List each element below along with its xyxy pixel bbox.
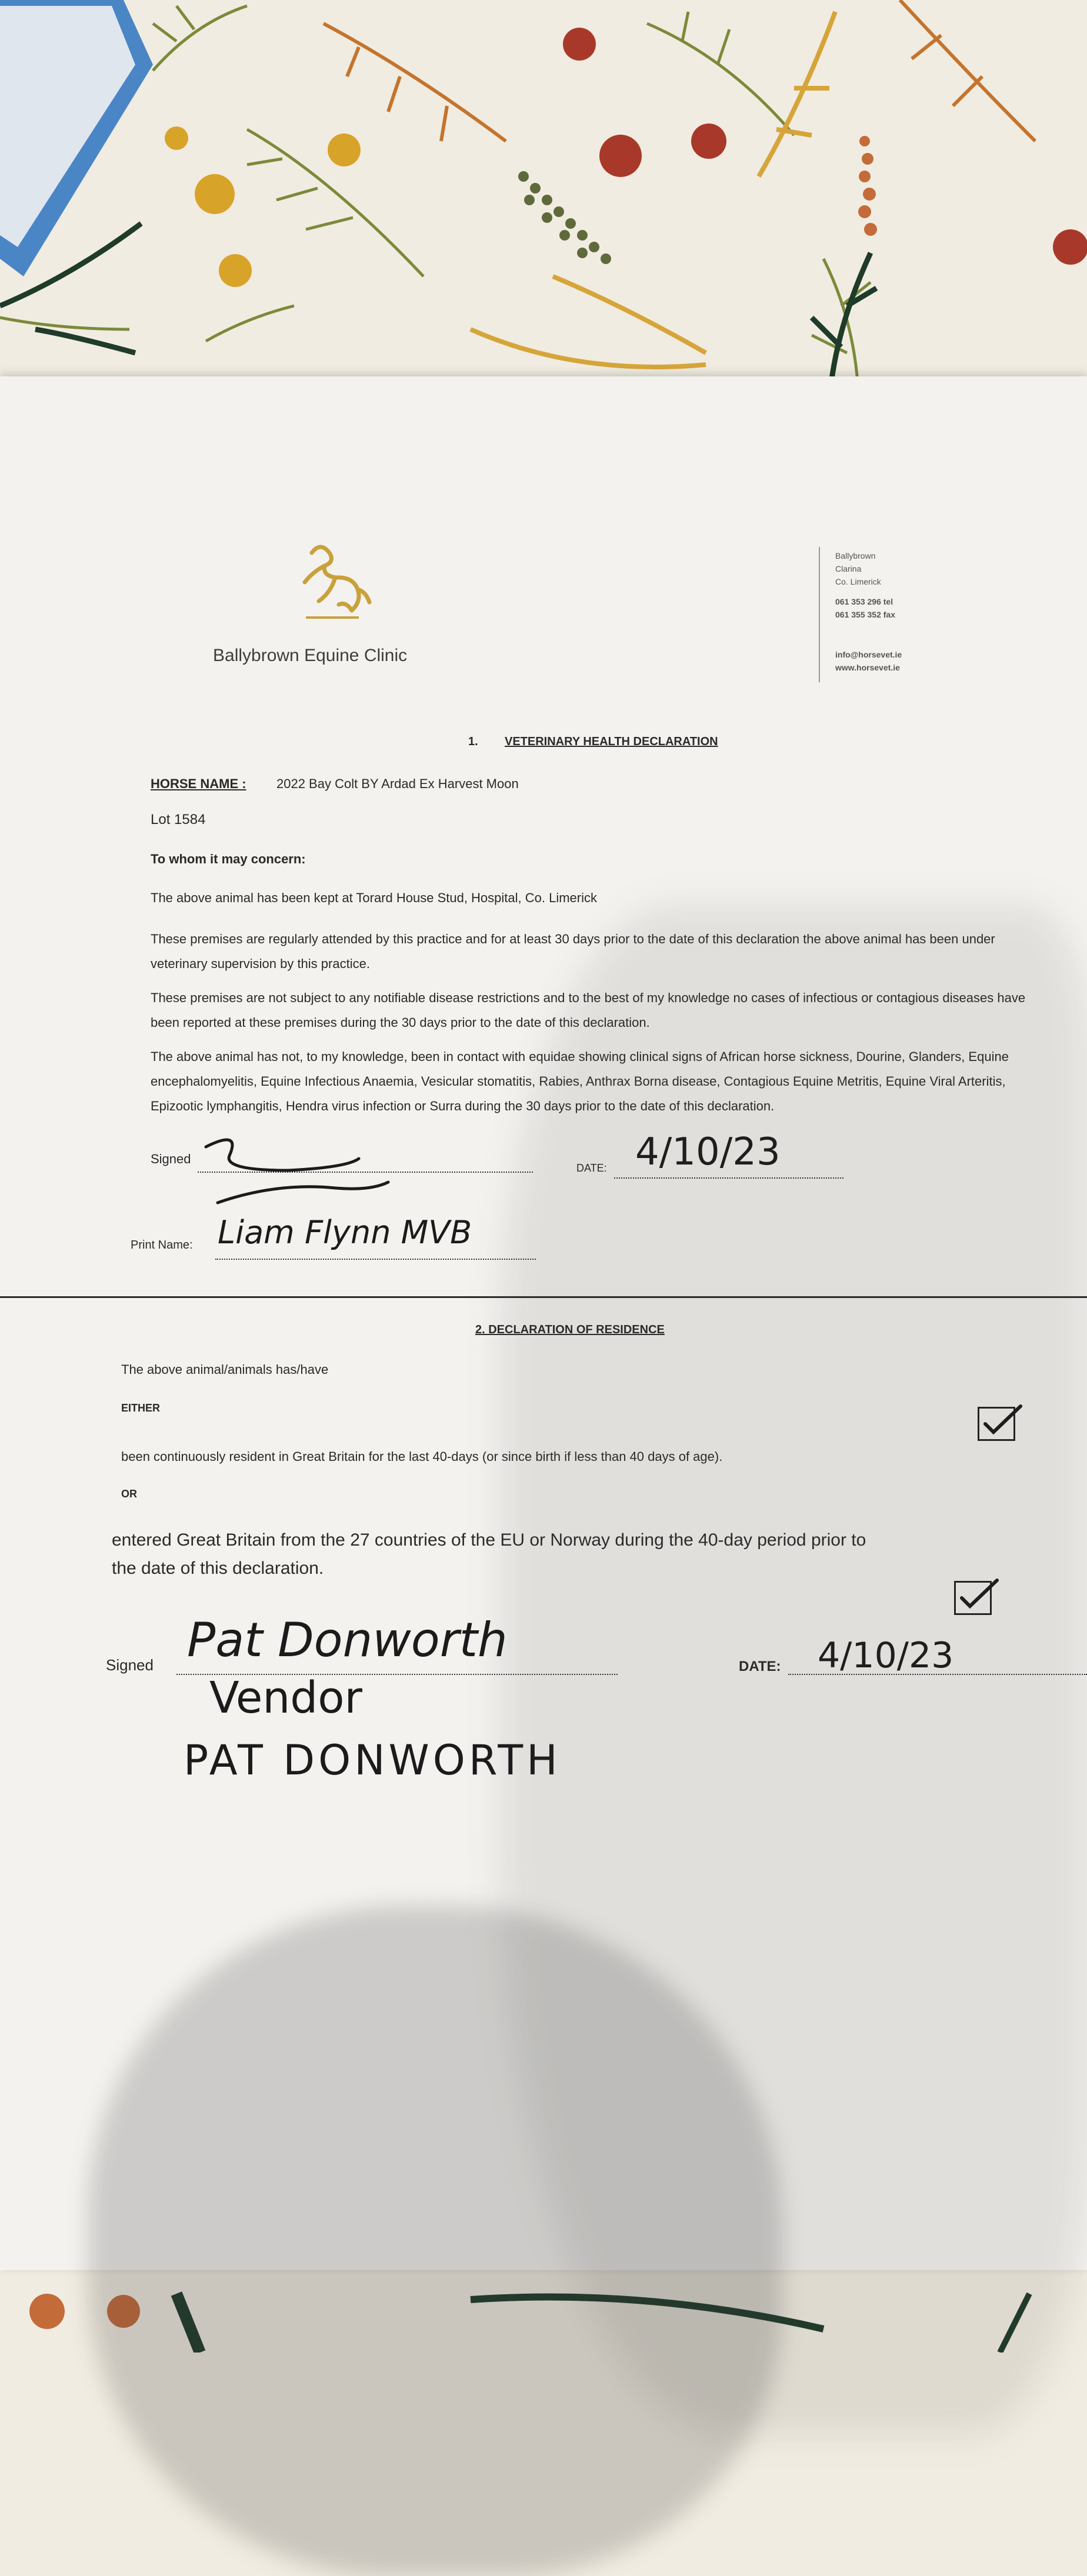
print-name-line — [215, 1259, 536, 1260]
address-line-1: Ballybrown — [835, 551, 876, 560]
vendor-printed-name: PAT DONWORTH — [184, 1736, 561, 1784]
section2-title: 2. DECLARATION OF RESIDENCE — [475, 1323, 665, 1336]
address-line-3: Co. Limerick — [835, 577, 881, 586]
horse-logo-icon — [288, 535, 376, 623]
declaration-sheet — [0, 376, 1087, 2270]
print-name-value: Liam Flynn MVB — [218, 1214, 472, 1251]
horse-name-label: HORSE NAME : — [151, 776, 246, 791]
paragraph-veterinary-supervision: These premises are regularly attended by this practice and for at least 30 days prior to the date of this declaration the above animal has been under veterinary supervision by this practice. — [151, 932, 995, 971]
option2-text-line2: the date of this declaration. — [112, 1559, 324, 1578]
address-line-2: Clarina — [835, 564, 862, 573]
horse-name-value: 2022 Bay Colt BY Ardad Ex Harvest Moon — [276, 776, 519, 791]
date-label-2: DATE: — [739, 1659, 781, 1674]
salutation: To whom it may concern: — [151, 852, 306, 866]
either-label: EITHER — [121, 1402, 161, 1414]
section2-intro: The above animal/animals has/have — [121, 1362, 329, 1377]
lot-number: Lot 1584 — [151, 812, 206, 827]
date-value-1: 4/10/23 — [635, 1130, 781, 1174]
vet-signature-scribble — [194, 1123, 394, 1212]
print-name-label: Print Name: — [131, 1239, 193, 1252]
address-divider — [819, 547, 820, 682]
date-label-1: DATE: — [576, 1162, 607, 1174]
paragraph-no-contact: The above animal has not, to my knowledge, been in contact with equidae showing clinical signs of African horse sickness, Dourine, Glanders, Equine encephalomyelitis, Equine Infectious Anaemia, Vesicular stomatitis, Rabies, Anthrax Borna disease, Contagious Equine Metritis, Equine Viral Arteritis, Epizootic lymphangitis, Hendra virus infection or Surra during the 30 days prior to the date of this declaration. — [151, 1049, 1009, 1113]
vendor-signature: Pat Donworth — [187, 1613, 508, 1667]
section1-title: VETERINARY HEALTH DECLARATION — [505, 735, 718, 748]
clinic-fax: 061 355 352 fax — [835, 610, 895, 619]
clinic-web: www.horsevet.ie — [835, 663, 900, 672]
signed-label-2: Signed — [106, 1656, 154, 1674]
date-value-2: 4/10/23 — [818, 1635, 954, 1676]
clinic-email: info@horsevet.ie — [835, 650, 902, 659]
photo-shadow-hand — [88, 1906, 782, 2576]
vendor-role: Vendor — [209, 1673, 362, 1723]
clinic-phone: 061 353 296 tel — [835, 597, 893, 606]
option2-text-line1: entered Great Britain from the 27 countries of the EU or Norway during the 40-day period prior to — [112, 1530, 866, 1550]
section1-number: 1. — [468, 735, 478, 748]
or-label: OR — [121, 1488, 137, 1500]
option1-text: been continuously resident in Great Britain for the last 40-days (or since birth if less than 40 days of age). — [121, 1449, 723, 1464]
paragraph-no-disease-restrictions: These premises are not subject to any notifiable disease restrictions and to the best of my knowledge no cases of infectious or contagious diseases have been reported at these premises during the 30 days prior to the date of this declaration. — [151, 990, 1026, 1030]
clinic-name: Ballybrown Equine Clinic — [213, 646, 408, 665]
paragraph-kept-at: The above animal has been kept at Torard House Stud, Hospital, Co. Limerick — [151, 890, 597, 905]
signed-label-1: Signed — [151, 1152, 191, 1166]
